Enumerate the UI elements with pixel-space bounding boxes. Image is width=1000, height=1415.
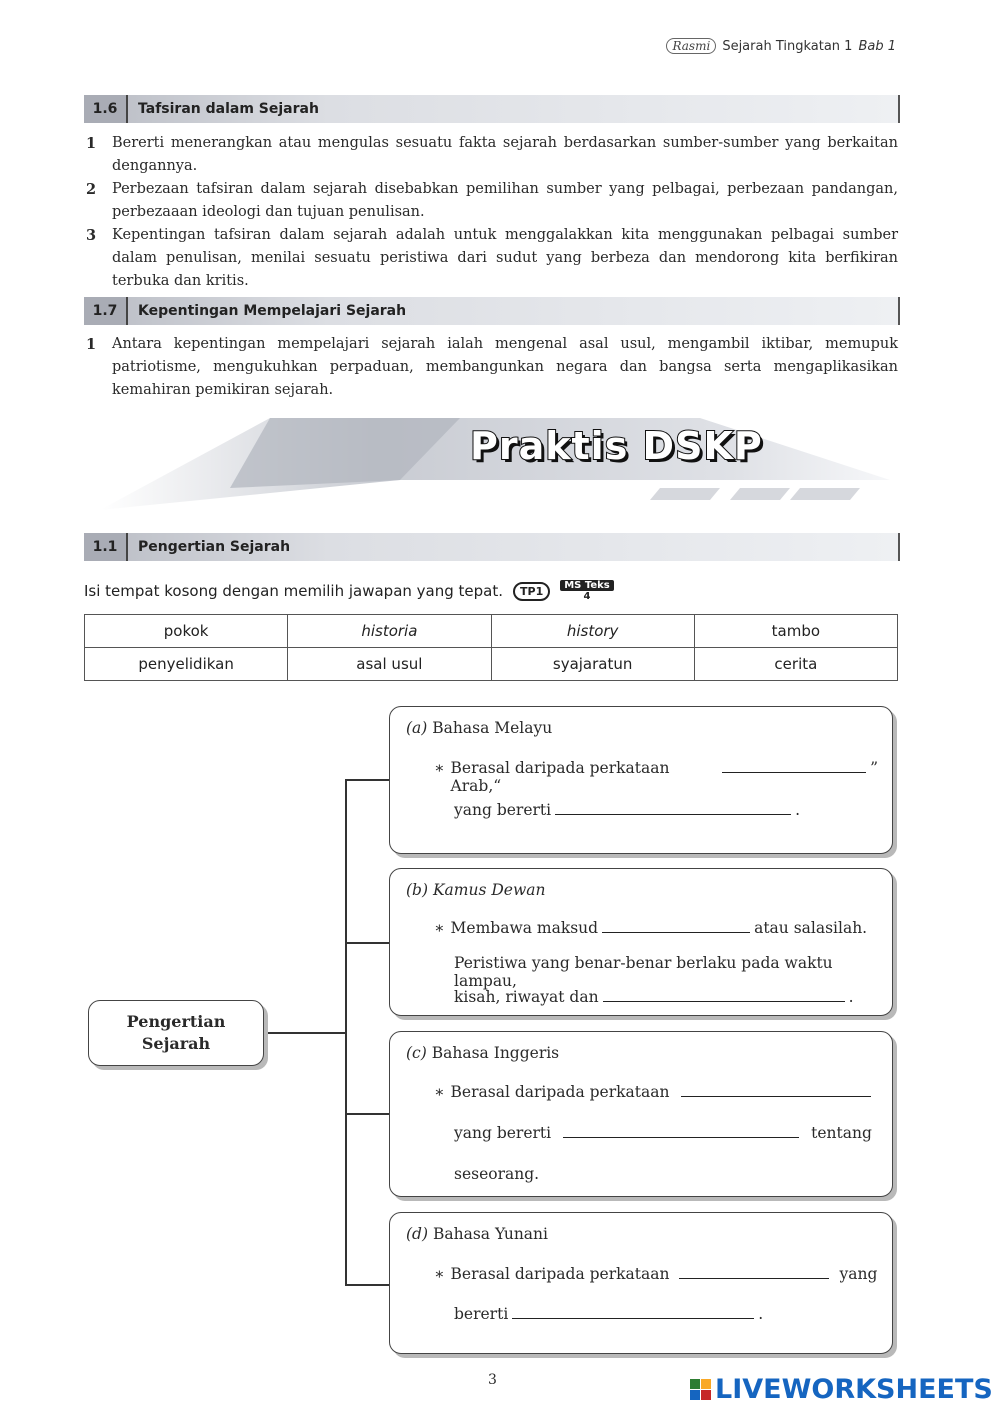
box-heading: (b) Kamus Dewan [406,881,546,899]
tp-badge: TP1 [513,582,550,601]
section-1-7-list [86,333,898,402]
box-heading: (c) Bahasa Inggeris [406,1044,560,1062]
word-cell: syajaratun [491,648,694,681]
word-cell: penyelidikan [85,648,288,681]
instruction-text: Isi tempat kosong dengan memilih jawapan yang tepat. [84,582,503,600]
section-title: Pengertian Sejarah [138,539,291,555]
instruction [84,580,614,602]
table-row [85,615,898,648]
list-item: 2 Perbezaan tafsiran dalam sejarah disebabkan pemilihan sumber yang pelbagai, perbezaan pandangan, perbezaaan ideologi dan tujuan penulisan. [86,181,898,220]
word-bank-table [84,614,898,681]
word-cell: pokok [85,615,288,648]
answer-blank[interactable] [563,1136,799,1138]
answer-blank[interactable] [512,1317,754,1319]
section-1-6-header [84,95,900,123]
ms-badge: MS Teks 4 [560,580,614,602]
banner-title: Praktis DSKP [470,424,763,468]
list-item: 3 Kepentingan tafsiran dalam sejarah adalah untuk menggalakkan kita menggunakan pelbagai sumber dalam penulisan, menilai sesuatu peristiwa dari sudut yang berbeza dan mendorong kita berfikiran terbuka dan kritis. [86,227,898,289]
box-heading: (d) Bahasa Yunani [406,1225,548,1243]
connector-line [345,1113,390,1115]
box-bahasa-inggeris: (c) Bahasa Inggeris ∗ Berasal daripada perkataan yang bererti tentang seseorang. [389,1031,893,1197]
section-number: 1.1 [84,533,128,561]
answer-blank[interactable] [555,813,791,815]
word-cell: tambo [694,615,897,648]
liveworksheets-logo-icon [690,1379,711,1400]
table-row [85,648,898,681]
page-number: 3 [488,1372,497,1388]
section-1-1-header [84,533,900,561]
answer-blank[interactable] [603,1000,845,1002]
word-cell: asal usul [288,648,491,681]
box-kamus-dewan: (b) Kamus Dewan ∗ Membawa maksud atau salasilah. Peristiwa yang benar-benar berlaku pada waktu lampau, kisah, riwayat dan . [389,868,893,1016]
answer-blank[interactable] [602,931,750,933]
section-title: Kepentingan Mempelajari Sejarah [138,303,407,319]
root-node: Pengertian Sejarah [88,1000,264,1066]
box-bahasa-yunani: (d) Bahasa Yunani ∗ Berasal daripada perkataan yang bererti . [389,1212,893,1354]
section-1-6-list [86,132,898,293]
answer-blank[interactable] [722,771,866,773]
box-bahasa-melayu: (a) Bahasa Melayu ∗ Berasal daripada perkataan Arab,“ ” yang bererti . [389,706,893,854]
header-chapter: Bab 1 [858,38,896,54]
list-item: 1 Bererti menerangkan atau mengulas sesuatu fakta sejarah berdasarkan sumber-sumber yang berkaitan dengannya. [86,135,898,174]
word-cell: cerita [694,648,897,681]
publisher-logo: Rasmi [666,38,716,54]
word-cell: historia [288,615,491,648]
section-number: 1.7 [84,297,128,325]
header-subject: Sejarah Tingkatan 1 [722,38,853,54]
section-title: Tafsiran dalam Sejarah [138,101,319,117]
box-heading: (a) Bahasa Melayu [406,719,553,737]
liveworksheets-watermark: LIVEWORKSHEETS [690,1374,993,1405]
connector-line [345,1284,390,1286]
section-1-7-header [84,297,900,325]
list-item: 1 Antara kepentingan mempelajari sejarah ialah mengenal asal usul, mengambil iktibar, memupuk patriotisme, mengukuhkan perpaduan, membangunkan negara dan bangsa serta mengaplikasikan kemahiran pemikiran sejarah. [86,336,898,398]
answer-blank[interactable] [681,1095,871,1097]
connector-line [345,942,390,944]
answer-blank[interactable] [679,1277,829,1279]
word-cell: history [491,615,694,648]
connector-line [262,1032,346,1034]
section-number: 1.6 [84,95,128,123]
page-header [666,38,896,54]
connector-line [345,779,347,1285]
connector-line [345,779,390,781]
